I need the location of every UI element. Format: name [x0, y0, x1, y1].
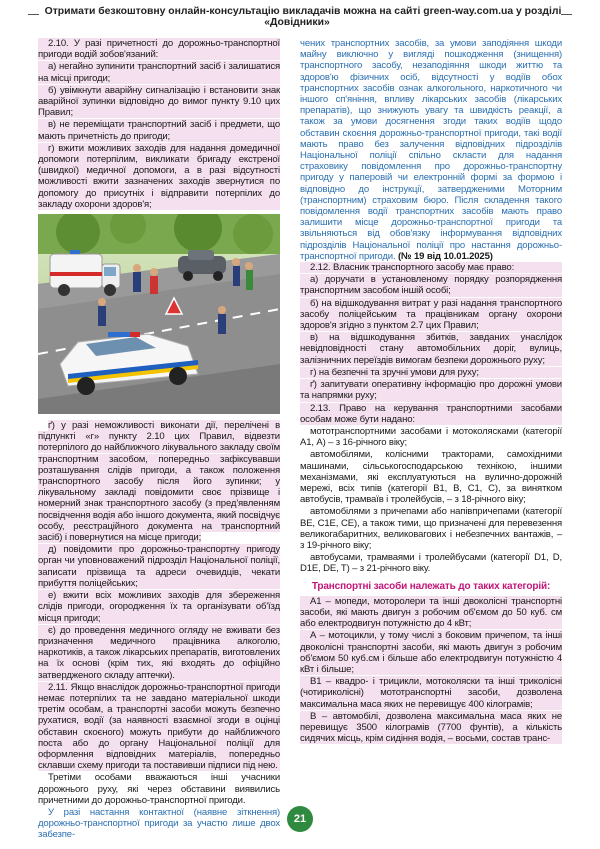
age-moto: мототранспортними засобами і мотоколясками (категорії А1, А) – з 16-річного віку;: [300, 425, 562, 449]
clause-2-11: 2.11. Якщо внаслідок дорожньо-транспортної пригоди немає потерпілих та не завдано матеріальної шкоди третім особам, а транспортні засоби можуть безпечно рухатися, водії (за наявності взаємної згоди в оцінці обставин скоєного) можуть прибути до найближчого поста або до органу Національної поліції для оформлення відповідних матеріалів, попередньо склавши схему пригоди та поставивши підписи під нею.: [38, 681, 280, 772]
blue-text-cont: чених транспортних засобів, за умови заподіяння шкоди майну виключно у вигляді пошкодження (знищення) транспортного засобу, незаподіяння шкоди життю та здоров'ю фізичних осіб, відсутності у водіїв обох транспортних засобів ознак алкогольного, наркотичного чи іншого сп'яніння, впливу лікарських засобів (лікарських препаратів), що знижують увагу та швидкість реакції, а також за умови досягнення згоди таких водіїв щодо обставин скоєння дорожньо-транспортної пригоди, такі водії мають право без залучення відповідних підрозділів Національної поліції спільно скласти для надання страховику повідомлення про дорожньо-транспортну пригоду у паперовій чи електронній формі за формою і відповідно до інструкції, затвердженими Моторним (транспортним) страховим бюро. Після складення такого повідомлення водії транспортних засобів мають право залишити місце дорожньо-транспортної пригоди та звільняються від обов'язку інформування відповідних підрозділів Національної поліції про настання дорожньо-транспортної пригоди.: [300, 38, 562, 262]
blue-text-start: У разі настання контактної (наявне зіткнення) дорожньо-транспортної пригоди за участю лише двох забезпе-: [38, 806, 280, 841]
page-header: [28, 6, 572, 28]
item-ye: є) до проведення медичного огляду не вживати без призначення медичного працівника алкоголю, наркотиків, а також лікарських препаратів, виготовлених на їх основі (крім тих, які входять до офіційно затвердженого складу аптечки).: [38, 624, 280, 681]
item-b: б) увімкнути аварійну сигналізацію і встановити знак аварійної зупинки відповідно до вимог пункту 9.10 цих Правил;: [38, 84, 280, 119]
cat-a1: А1 – мопеди, моторолери та інші двоколісні транспортні засоби, які мають двигун з робочим об'ємом до 50 куб. см або електродвигун потужністю до 4 кВт;: [300, 595, 562, 630]
item-g: г) вжити можливих заходів для надання домедичної допомоги потерпілим, викликати бригаду екстреної (швидкої) медичної допомоги, а в разі відсутності можливості вжити зазначених заходів звернутися по допомогу до присутніх і відправити потерпілих до закладу охорони здоров'я;: [38, 142, 280, 210]
item-b: б) на відшкодування витрат у разі надання транспортного засобу поліцейським та працівникам органу охорони здоров'я згідно з пунктом 2.7 цих Правил;: [300, 297, 562, 332]
item-g: г) на безпечні та зручні умови для руху;: [300, 367, 562, 378]
item-e: е) вжити всіх можливих заходів для збереження слідів пригоди, огородження їх та організувати об'їзд місця пригоди;: [38, 590, 280, 624]
page-number: 21: [287, 806, 313, 832]
clause-2-13: 2.13. Право на керування транспортними засобами особам може бути надано:: [300, 402, 562, 425]
cat-a: А – мотоцикли, у тому числі з боковим причепом, та інші двоколісні транспортні засоби, які мають двигун з робочим об'ємом 50 куб.см і більше або електродвигун потужністю 4 кВт і більше;: [300, 630, 562, 675]
item-a: а) доручати в установленому порядку розпорядження транспортним засобом іншій особі;: [300, 274, 562, 297]
person-in-grass: [218, 306, 226, 334]
amendment-ref: (№ 19 від 10.01.2025): [397, 250, 493, 262]
accident-scene-illustration: [38, 214, 280, 414]
item-d: д) повідомити про дорожньо-транспортну пригоду орган чи уповноважений підрозділ Національної поліції, записати прізвища та адреси очевидців, чекати прибуття поліцейських;: [38, 544, 280, 589]
categories-heading: Транспортні засоби належать до таких категорій:: [311, 580, 551, 592]
right-column: [300, 38, 562, 745]
item-a: а) негайно зупинити транспортний засіб і залишатися на місці пригоди;: [38, 61, 280, 84]
clause-2-10: 2.10. У разі причетності до дорожньо-транспортної пригоди водій зобов'язаний:: [38, 38, 280, 61]
age-bus: автобусами, трамваями і тролейбусами (категорії D1, D, D1E, DE, T) – з 21-річного віку.: [300, 552, 562, 575]
cat-b1: В1 – квадро- і трицикли, мотоколяски та інші триколісні (чотириколісні) мототранспортні засоби, дозволена максимальна маса яких не перевищує 400 кілограмів;: [300, 676, 562, 710]
left-column: [38, 38, 280, 842]
item-v: в) не переміщати транспортний засіб і предмети, що мають причетність до пригоди;: [38, 119, 280, 142]
item-v: в) на відшкодування збитків, завданих унаслідок невідповідності стану автомобільних доріг, вулиць, залізничних переїздів вимогам безпеки дорожнього руху;: [300, 332, 562, 366]
header-text: Отримати безкоштовну онлайн-консультацію викладачів можна на сайті green-way.com.ua у розділі «Довідники»: [39, 6, 562, 28]
third-persons: Третіми особами вважаються інші учасники дорожнього руху, які через обставини виявились причетними до дорожньо-транспортної пригоди.: [38, 772, 280, 806]
item-g2: ґ) запитувати оперативну інформацію про дорожні умови та напрямки руху;: [300, 379, 562, 402]
age-trailer: автомобілями з причепами або напівпричепами (категорії ВЕ, С1Е, СЕ), а також тими, що призначені для перевезення великогабаритних, великовагових і небезпечних вантажів, – з 19-річного віку;: [300, 506, 562, 551]
cat-b: В – автомобілі, дозволена максимальна маса яких не перевищує 3500 кілограмів (7700 фунтів), а кількість сидячих місць, крім сидіння водія, – восьми, состав транс-: [300, 710, 562, 745]
clause-2-12: 2.12. Власник транспортного засобу має право:: [300, 262, 562, 273]
item-g2: ґ) у разі неможливості виконати дії, перелічені в підпункті «г» пункту 2.10 цих Правил, відвезти потерпілого до найближчого лікувального закладу своїм транспортним засобом, попередньо зафіксувавши розташування слідів пригоди, а також положення транспортного засобу після його зупинки; у лікувальному закладі повідомити своє прізвище і номерний знак транспортного засобу (з пред'явленням посвідчення водія або іншого документа, який посвідчує особу, реєстраційного документа на транспортний засіб) і повернутися на місце пригоди;: [38, 420, 280, 544]
age-auto: автомобілями, колісними тракторами, самохідними машинами, сільськогосподарською технікою, іншими механізмами, які експлуатуються на вулично-дорожній мережі, всіх типів (категорії В1, В, С1, С), за винятком автобусів, трамваїв і тролейбусів, – з 18-річного віку;: [300, 449, 562, 506]
